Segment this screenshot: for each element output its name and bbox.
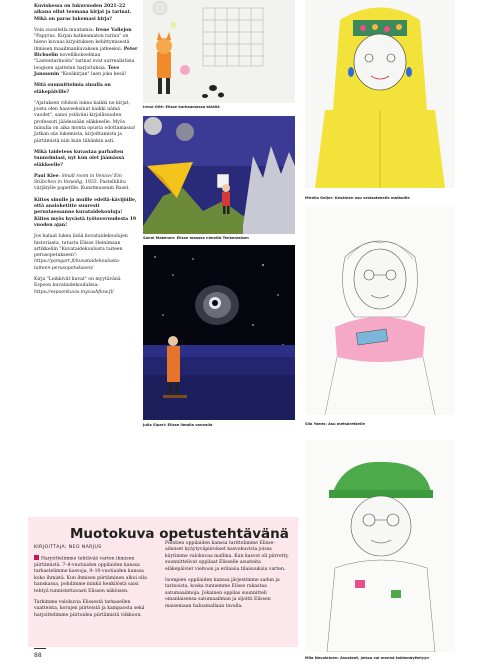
thanks-note: Kiitos sinulle ja muille edellä-kävijöille, että ansiohetitte suuresti perustaessanne kuvataidekouluja! Kiitos myös hyvästä työtoveruudesta 19 vuoden ajan!: [34, 197, 137, 228]
article-paragraph-2: Tarkimme valokuvia Elissestä tarkasellen vaatteista, korujen piirteistä ja kampaosta sekä harjoittelimme piirtoidea piirtämistä viikkoon.: [34, 599, 145, 618]
article-column-right: [165, 541, 289, 615]
article-byline: KIRJOITTAJA: NEO NARJUS: [34, 545, 102, 550]
question-3: Mikä taideteos kuvastaa parhaiten tunnelmiasi, nyt kun olet jäämässä eläkkeelle?: [34, 149, 125, 168]
answer-1: Voin suositella muutamia: Irene Vallejon "Papyrus. Kirjan katkeamaton tarina" on hieno kuvaus kirjoituksen kehittymisestä ihmisen maailmankuvaksen jatkeeksi. Peter Bichselin novellikokoelman "Lastentarinoita" tarinat ovat surrealistisia loogisen ajattelun harjoituksia. Tove Janssonin "Kesäkirjan" luen joka kesä!: [34, 27, 138, 77]
caption-siia: Siia Yaees: Asu metsäretkelle: [305, 422, 365, 426]
article-paragraph-3: Pientien oppilaiden kanssa tarittelimme Elisse-aiheiset kyäytyväpiirokset kasvokuvista joissa käytimme valokuvaa mallina. Kun kasvot oli piirretty, suunnittelivat oppilaat Elisselle asusteita eläkepäivier vieltoon ja erilaisia tilaisuuksia varten.: [165, 541, 289, 572]
answer-5: Kirja "Leikkivät kuvat" on myytävänä Espoon kuvataidekoululssa: https://espoonkuvis.mycashflow.fi/: [34, 276, 121, 295]
question-2: Mitä suunnittelmia sinulla on eläkepäiville?: [34, 83, 111, 95]
caption-irene: Irene Ollé: Elisse kurkaamassa tähtiiä: [143, 105, 220, 109]
caption-sanni: Sanni Makenen: Elisse maassa nimeltä Tenkemaisen: [143, 236, 249, 240]
artwork-mirella: [305, 0, 455, 188]
artwork-siia: [305, 207, 455, 415]
answer-4: Jos haluat lukea lisää kuvataidekoulujen historiasta, tutustu Elisse Heinimaan artikkeliin "Kuvataidekoulusta taiteen perusopetukseen": https://yamgart.fi/kuvataidekoulusta-taiteen-perusopetukseen/: [34, 234, 128, 271]
answer-3: Paul Klee: Small room in Venice/ Ein Stübchen in Venedig, 1933. Pastelliliitu värjätylle paperille. Kunstmuseum Basel.: [34, 173, 130, 192]
page-number: 88: [34, 652, 42, 659]
paragraph-marker-square: [34, 555, 39, 560]
artwork-mila: [305, 440, 455, 652]
article-title: Muotokuva opetustehtävänä: [70, 526, 289, 542]
article-link[interactable]: https://yamgart.fi/kuvataidekoulusta-taiteen-perusopetukseen/: [34, 259, 121, 271]
shop-link[interactable]: https://espoonkuvis.mycashflow.fi/: [34, 289, 114, 295]
caption-mirella: Mirella Geijer: Kesäinen asu vesisateeelle matkoille: [305, 196, 410, 200]
artwork-sanni: [143, 116, 295, 234]
interview-column: [34, 4, 138, 301]
article-column-left: [34, 555, 152, 624]
answer-2: "Ajatuksen vihdoin lukea kaikki ne kirjat, joista olen haaveeksinut kaikki nämä vuodet", sanoi ystäväni kirjallisuuden professori jäädessään eläkkeelle. Myös minulla on aika monta opusta odottamassa! Jatkan siis lukemista, kirjoittamista ja piirtämistä niin kuin tähänkin asti.: [34, 100, 136, 144]
artwork-julia: [143, 245, 295, 420]
question-1: Kuviskessa on lukuvuoden 2021–22 aikana ollut teemana kirjat ja tarinat. Mikä on paras lukemasi kirja?: [34, 4, 132, 22]
page-number-rule: [34, 648, 46, 649]
caption-julia: Julia Sipari: Elisse ilmalla vannalla: [143, 423, 213, 427]
artwork-irene: [143, 0, 295, 103]
article-paragraph-1: Harjoittelimme tehtävää varten ihmisen piirtämistä. 7–8-vuotiaiden oppilaiden kanssa tarkastelimme kasvoja, 9–10-vuotiaiden kanssa koko ihmistä. Kun ihmisen piirtäminen alkoi olla hanskassa, pohdimme minkä henkilöstä saisi tehtyä tunnistettavasti Elissen näköisen.: [34, 556, 147, 594]
caption-mila: Mila Nevalainen: Asusteet, joissa voi mennä taidemäyttelyyn: [305, 656, 429, 660]
article-paragraph-4: Isompien oppilaiden kanssa järjestimme sadun ja tarinoista, koska tunnemme Elisse rakastaa satumaailmoja. Jokainen oppilas suunnitteli omanlaisensa satumaailman ja sijoitti Elissen maisemaan haluamallaan tavalla.: [165, 578, 280, 609]
